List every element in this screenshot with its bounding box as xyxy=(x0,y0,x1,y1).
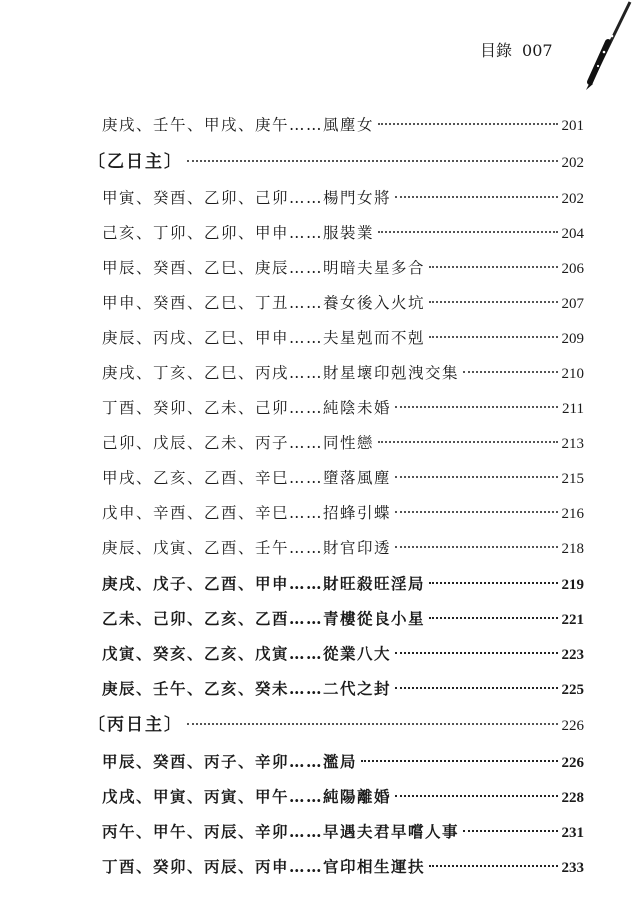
toc-entry-text: 己亥、丁卯、乙卯、甲申……服裝業 xyxy=(102,224,375,242)
toc-entry-text: 丁酉、癸卯、丙辰、丙申……官印相生運扶 xyxy=(102,857,426,876)
toc-entry-text: 甲辰、癸酉、丙子、辛卯……濫局 xyxy=(102,752,358,771)
toc-page-number: 207 xyxy=(561,296,584,312)
running-header xyxy=(480,38,570,64)
toc-page-number: 204 xyxy=(561,226,584,242)
toc-page-number: 216 xyxy=(561,506,584,522)
toc-row xyxy=(88,566,584,601)
toc-row xyxy=(88,426,584,461)
toc-page-number: 206 xyxy=(561,261,584,277)
toc-page-number: 225 xyxy=(561,682,584,698)
toc-page-number: 219 xyxy=(561,577,584,593)
toc-section-title: 〔乙日主〕 xyxy=(88,152,183,172)
toc-page-number: 210 xyxy=(561,366,584,382)
toc-row xyxy=(88,496,584,531)
toc-entry-text: 己卯、戊辰、乙未、丙子……同性戀 xyxy=(102,434,375,452)
toc-row xyxy=(88,636,584,671)
toc-row xyxy=(88,779,584,814)
toc-entry-text: 庚戌、壬午、甲戌、庚午……風塵女 xyxy=(102,116,375,134)
toc-row xyxy=(88,531,584,566)
toc-row xyxy=(88,356,584,391)
toc-row xyxy=(88,216,584,251)
toc-row xyxy=(88,601,584,636)
toc-row xyxy=(88,286,584,321)
toc-entry-text: 戊戌、甲寅、丙寅、甲午……純陽離婚 xyxy=(102,787,392,806)
toc-row xyxy=(88,321,584,356)
dot-leader xyxy=(395,406,558,408)
dot-leader xyxy=(429,301,557,303)
toc-section-header xyxy=(88,143,584,181)
dot-leader xyxy=(395,546,557,548)
toc-entry-text: 庚戌、丁亥、乙巳、丙戌……財星壞印剋洩交集 xyxy=(102,364,460,382)
toc-entry-text: 庚戌、戊子、乙酉、甲申……財旺殺旺淫局 xyxy=(102,574,426,593)
toc-entry-text: 甲戌、乙亥、乙酉、辛巳……墮落風塵 xyxy=(102,469,392,487)
toc-row xyxy=(88,814,584,849)
toc-page-number: 233 xyxy=(561,860,584,876)
toc-entry-text: 甲寅、癸酉、乙卯、己卯……楊門女將 xyxy=(102,189,392,207)
toc-entry-text: 丁酉、癸卯、乙未、己卯……純陰未婚 xyxy=(102,399,392,417)
toc-entry-text: 甲辰、癸酉、乙巳、庚辰……明暗夫星多合 xyxy=(102,259,426,277)
dot-leader xyxy=(395,687,557,689)
toc-entry-text: 庚辰、戊寅、乙酉、壬午……財官印透 xyxy=(102,539,392,557)
toc-entry-text: 戊寅、癸亥、乙亥、戊寅……從業八大 xyxy=(102,644,392,663)
toc-section-title: 〔丙日主〕 xyxy=(88,715,183,735)
dot-leader xyxy=(429,865,557,867)
toc-entry-text: 戊申、辛酉、乙酉、辛巳……招蜂引蝶 xyxy=(102,504,392,522)
dot-leader xyxy=(361,760,557,762)
toc-page-number: 211 xyxy=(562,401,584,417)
toc-page-number: 231 xyxy=(561,825,584,841)
dot-leader xyxy=(378,441,557,443)
dot-leader xyxy=(395,196,557,198)
dot-leader xyxy=(429,617,557,619)
toc-page-number: 218 xyxy=(561,541,584,557)
toc-entry-text: 庚辰、丙戌、乙巳、甲申……夫星剋而不剋 xyxy=(102,329,426,347)
toc-section-header xyxy=(88,706,584,744)
toc-row xyxy=(88,108,584,143)
toc-page-number: 226 xyxy=(561,755,584,771)
header-page-number: 007 xyxy=(522,41,553,60)
dot-leader xyxy=(378,231,557,233)
dot-leader xyxy=(395,795,557,797)
calligraphy-brush-icon xyxy=(582,0,634,92)
toc-entry-text: 乙未、己卯、乙亥、乙酉……青樓從良小星 xyxy=(102,609,426,628)
dot-leader xyxy=(429,582,557,584)
dot-leader xyxy=(395,652,557,654)
toc-page-number: 209 xyxy=(561,331,584,347)
dot-leader xyxy=(463,371,557,373)
toc-page-number: 223 xyxy=(561,647,584,663)
dot-leader xyxy=(187,160,558,162)
toc-page-number: 201 xyxy=(561,118,584,134)
dot-leader xyxy=(395,476,557,478)
toc-row xyxy=(88,181,584,216)
toc-row xyxy=(88,849,584,884)
toc-row xyxy=(88,251,584,286)
toc-row xyxy=(88,671,584,706)
dot-leader xyxy=(187,723,558,725)
toc-page-number: 228 xyxy=(561,790,584,806)
dot-leader xyxy=(378,123,557,125)
toc-page-number: 213 xyxy=(561,436,584,452)
dot-leader xyxy=(395,511,557,513)
toc-page-number: 221 xyxy=(561,612,584,628)
dot-leader xyxy=(429,336,557,338)
dot-leader xyxy=(463,830,557,832)
toc-page-number: 202 xyxy=(561,191,584,207)
toc-page-number: 215 xyxy=(561,471,584,487)
table-of-contents xyxy=(88,108,584,884)
toc-page-number: 226 xyxy=(561,718,584,734)
toc-entry-text: 庚辰、壬午、乙亥、癸未……二代之封 xyxy=(102,679,392,698)
toc-row xyxy=(88,461,584,496)
toc-page-number: 202 xyxy=(561,155,584,171)
toc-row xyxy=(88,744,584,779)
toc-entry-text: 甲申、癸酉、乙巳、丁丑……養女後入火坑 xyxy=(102,294,426,312)
header-title: 目錄 xyxy=(480,41,513,60)
toc-row xyxy=(88,391,584,426)
toc-entry-text: 丙午、甲午、丙辰、辛卯……早遇夫君早嚐人事 xyxy=(102,822,460,841)
dot-leader xyxy=(429,266,557,268)
